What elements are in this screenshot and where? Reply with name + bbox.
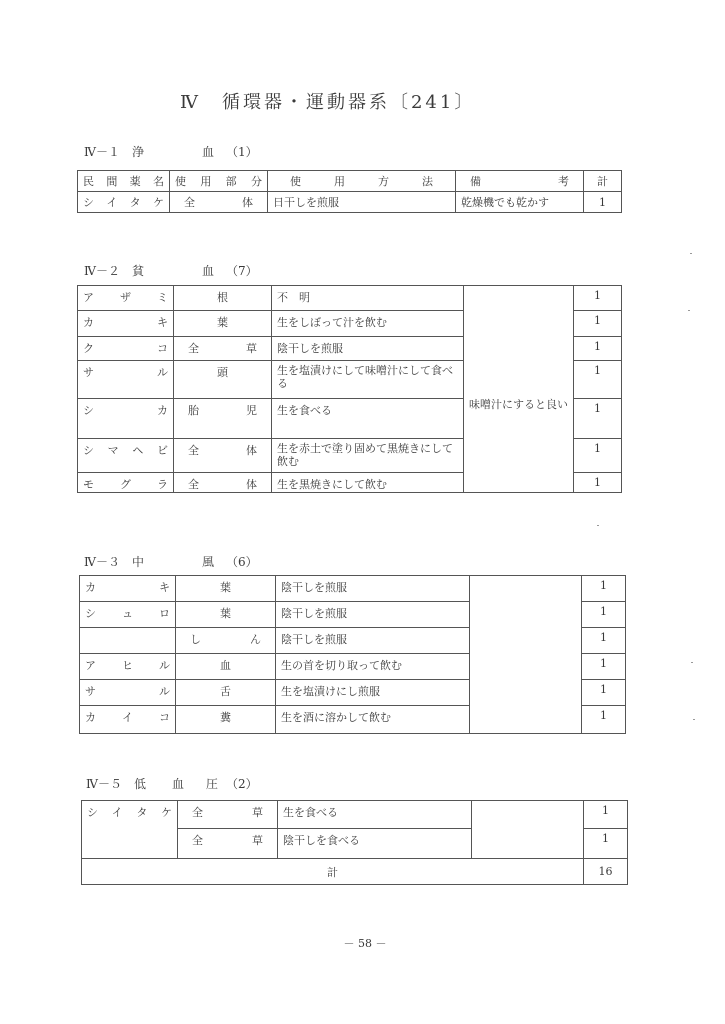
method-cell: 陰干しを煎服 [276,576,470,602]
method-cell: 生を酒に溶かして飲む [276,706,470,734]
method-cell: 生を塩漬けにし煎服 [276,680,470,706]
drug-name-cell: シ カ [78,399,174,439]
method-cell: 陰干しを食べる [278,829,472,859]
section-count: （6） [226,555,258,569]
part-cell: し ん [176,628,276,654]
table-iv2 [77,285,622,493]
table-header-row [78,171,622,192]
method-cell: 生を食べる [272,399,464,439]
count-cell: 1 [574,439,622,473]
note-cell [472,801,584,859]
drug-name-cell: ア ザ ミ [78,286,174,311]
count-cell: 1 [582,680,626,706]
table-row [80,576,626,602]
section-title-char: 血 [202,264,215,278]
drug-name-cell: カ キ [78,311,174,337]
method-cell: 陰干しを煎服 [276,628,470,654]
count-cell: 1 [574,311,622,337]
column-header: 備 考 [456,171,584,192]
column-header: 使 用 部 分 [170,171,268,192]
part-cell: 全 草 [178,829,278,859]
total-label: 計 [82,859,584,885]
drug-name-cell: ク コ [78,337,174,361]
section-heading [84,553,384,573]
part-cell: 全 草 [174,337,272,361]
drug-name-cell: シ イ タ ケ [82,801,178,859]
count-cell: 1 [574,286,622,311]
section-count: （1） [226,145,258,159]
part-cell: 葉 [176,602,276,628]
note-cell [464,286,574,493]
method-cell: 陰干しを煎服 [272,337,464,361]
page-title: Ⅳ 循環器・運動器系〔241〕 [180,92,476,113]
table-row [78,192,622,213]
scan-speck [690,253,692,254]
count-cell: 1 [582,628,626,654]
note-cell [470,576,582,734]
section-code: Ⅳ－５ [86,777,122,791]
section-title-char: 血 [202,145,215,159]
section-title-char: 中 [132,555,145,569]
scan-speck [693,719,695,720]
method-cell: 生を黒焼きにして飲む [272,473,464,493]
drug-name-cell: シ ュ ロ [80,602,176,628]
count-cell: 1 [582,654,626,680]
note-cell: 乾燥機でも乾かす [456,192,584,213]
part-cell: 根 [174,286,272,311]
drug-name-cell: サ ル [78,361,174,399]
part-cell: 全 体 [170,192,268,213]
section-heading [86,775,386,795]
count-cell: 1 [584,829,628,859]
count-cell: 1 [574,473,622,493]
part-cell: 葉 [174,311,272,337]
method-cell: 不 明 [272,286,464,311]
section-code: Ⅳ－２ [84,264,120,278]
section-heading [84,143,384,163]
section-code: Ⅳ－１ [84,145,120,159]
method-cell: 生をしぼって汁を飲む [272,311,464,337]
section-count: （7） [226,264,258,278]
column-header: 使 用 方 法 [268,171,456,192]
section-heading [84,262,384,282]
method-cell: 生を赤土で塗り固めて黒焼きにして飲む [272,439,464,473]
page-number: － 58 － [343,937,387,950]
table-iv3 [79,575,626,734]
table-iv5 [81,800,628,885]
section-code: Ⅳ－３ [84,555,120,569]
part-cell: 頭 [174,361,272,399]
drug-name-cell: シ イ タ ケ [78,192,170,213]
method-cell: 生を食べる [278,801,472,829]
scan-speck [688,310,690,311]
count-cell: 1 [584,192,622,213]
count-cell: 1 [574,361,622,399]
part-cell: 血 [176,654,276,680]
drug-name-cell: カ イ コ [80,706,176,734]
section-title-char: 風 [202,555,215,569]
section-title-char: 貧 [132,264,145,278]
part-cell: 舌 [176,680,276,706]
count-cell: 1 [584,801,628,829]
total-row [82,859,628,885]
method-cell: 生の首を切り取って飲む [276,654,470,680]
table-row [78,286,622,311]
drug-name-cell [80,628,176,654]
section-title-char: 圧 [206,777,219,791]
note-text: 味噌汁にすると良い [469,398,568,411]
part-cell: 全 体 [174,473,272,493]
method-cell: 陰干しを煎服 [276,602,470,628]
drug-name-cell: モ グ ラ [78,473,174,493]
section-title-char: 浄 [132,145,145,159]
table-iv1 [77,170,622,213]
part-cell: 葉 [176,576,276,602]
drug-name-cell: サ ル [80,680,176,706]
table-row [82,801,628,829]
part-cell: 糞 [176,706,276,734]
section-title-char: 血 [172,777,185,791]
section-count: （2） [226,777,258,791]
scan-speck [691,662,693,663]
count-cell: 1 [582,706,626,734]
drug-name-cell: シ マ ヘ ビ [78,439,174,473]
count-cell: 1 [582,576,626,602]
part-cell: 胎 児 [174,399,272,439]
method-cell: 日干しを煎服 [268,192,456,213]
column-header: 計 [584,171,622,192]
part-cell: 全 草 [178,801,278,829]
scan-speck [597,525,599,526]
count-cell: 1 [574,337,622,361]
section-title-char: 低 [134,777,147,791]
part-cell: 全 体 [174,439,272,473]
count-cell: 1 [574,399,622,439]
total-value: 16 [584,859,628,885]
drug-name-cell: ア ヒ ル [80,654,176,680]
method-cell: 生を塩漬けにして味噌汁にして食べる [272,361,464,399]
count-cell: 1 [582,602,626,628]
column-header: 民 間 薬 名 [78,171,170,192]
drug-name-cell: カ キ [80,576,176,602]
